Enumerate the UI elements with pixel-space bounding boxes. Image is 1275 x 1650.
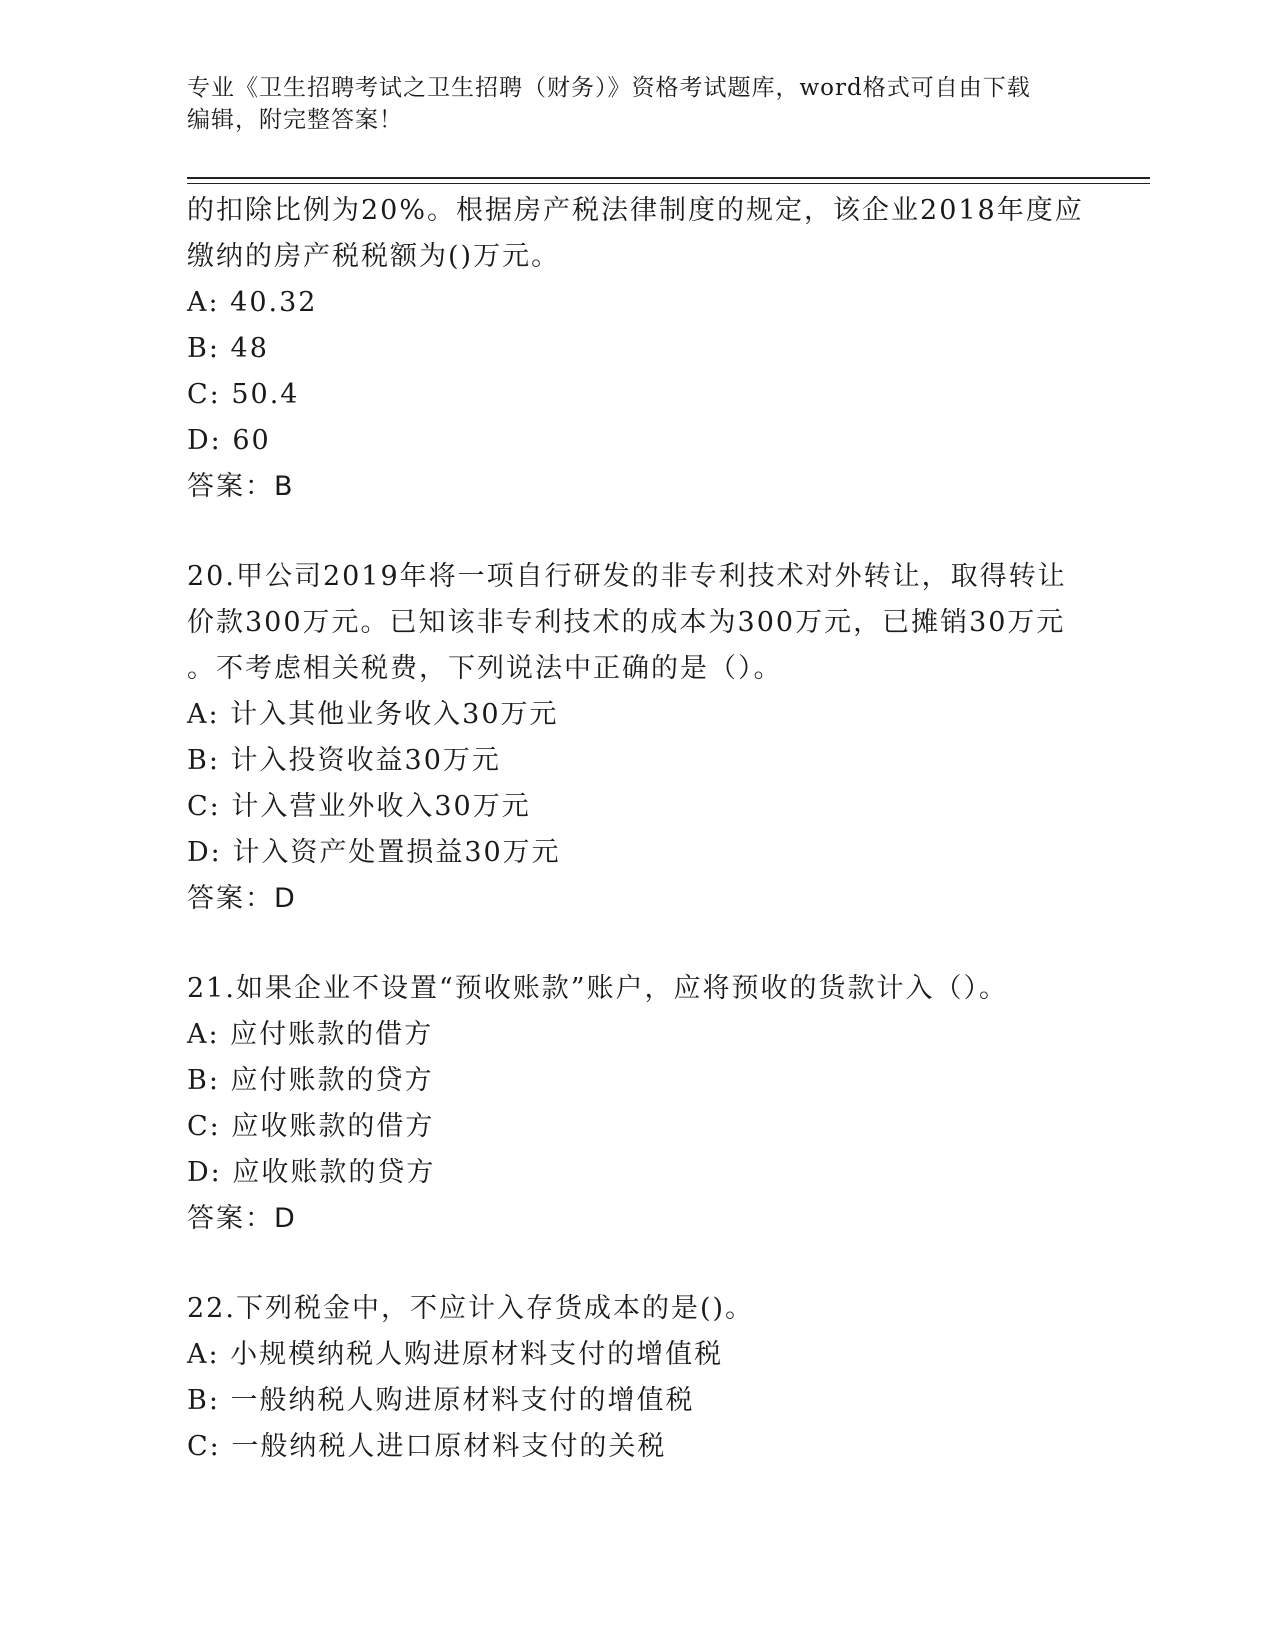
option-a: A: 小规模纳税人购进原材料支付的增值税 [187, 1339, 724, 1370]
question-stem-line: 22.下列税金中，不应计入存货成本的是()。 [187, 1293, 755, 1324]
option-d: D: 应收账款的贷方 [187, 1157, 436, 1188]
option-b: B: 一般纳税人购进原材料支付的增值税 [187, 1385, 695, 1416]
option-c: C: 50.4 [187, 379, 300, 410]
question-20 [187, 554, 1087, 922]
option-d: D: 计入资产处置损益30万元 [187, 837, 561, 868]
question-22 [187, 1286, 1087, 1470]
header-rule-thin [187, 183, 1150, 184]
question-stem-line: 缴纳的房产税税额为()万元。 [187, 241, 561, 272]
question-stem-line: 。不考虑相关税费，下列说法中正确的是（）。 [187, 653, 783, 684]
option-a: A: 应付账款的借方 [187, 1019, 434, 1050]
question-stem-line: 21.如果企业不设置“预收账款”账户，应将预收的货款计入（）。 [187, 973, 1009, 1004]
option-b: B: 应付账款的贷方 [187, 1065, 434, 1096]
header-line-2: 编辑，附完整答案！ [187, 107, 403, 133]
option-b: B: 48 [187, 333, 269, 364]
question-list [187, 188, 1087, 1514]
option-b: B: 计入投资收益30万元 [187, 745, 501, 776]
option-d: D: 60 [187, 425, 271, 456]
question-21 [187, 966, 1087, 1242]
question-stem-line: 20.甲公司2019年将一项自行研发的非专利技术对外转让，取得转让 [187, 561, 1067, 592]
header-rule-thick [187, 177, 1150, 179]
header-line-1: 专业《卫生招聘考试之卫生招聘（财务）》资格考试题库，word格式可自由下载 [187, 75, 1031, 101]
option-c: C: 一般纳税人进口原材料支付的关税 [187, 1431, 667, 1462]
document-header [187, 72, 1087, 136]
answer-line: 答案：D [187, 883, 297, 914]
option-a: A: 计入其他业务收入30万元 [187, 699, 559, 730]
question-stem-line: 价款300万元。已知该非专利技术的成本为300万元，已摊销30万元 [187, 607, 1066, 638]
answer-line: 答案：D [187, 1203, 297, 1234]
question-stem-line: 的扣除比例为20%。根据房产税法律制度的规定，该企业2018年度应 [187, 195, 1084, 226]
question-19 [187, 188, 1087, 510]
option-a: A: 40.32 [187, 287, 318, 318]
answer-line: 答案：B [187, 471, 295, 502]
option-c: C: 应收账款的借方 [187, 1111, 435, 1142]
option-c: C: 计入营业外收入30万元 [187, 791, 531, 822]
